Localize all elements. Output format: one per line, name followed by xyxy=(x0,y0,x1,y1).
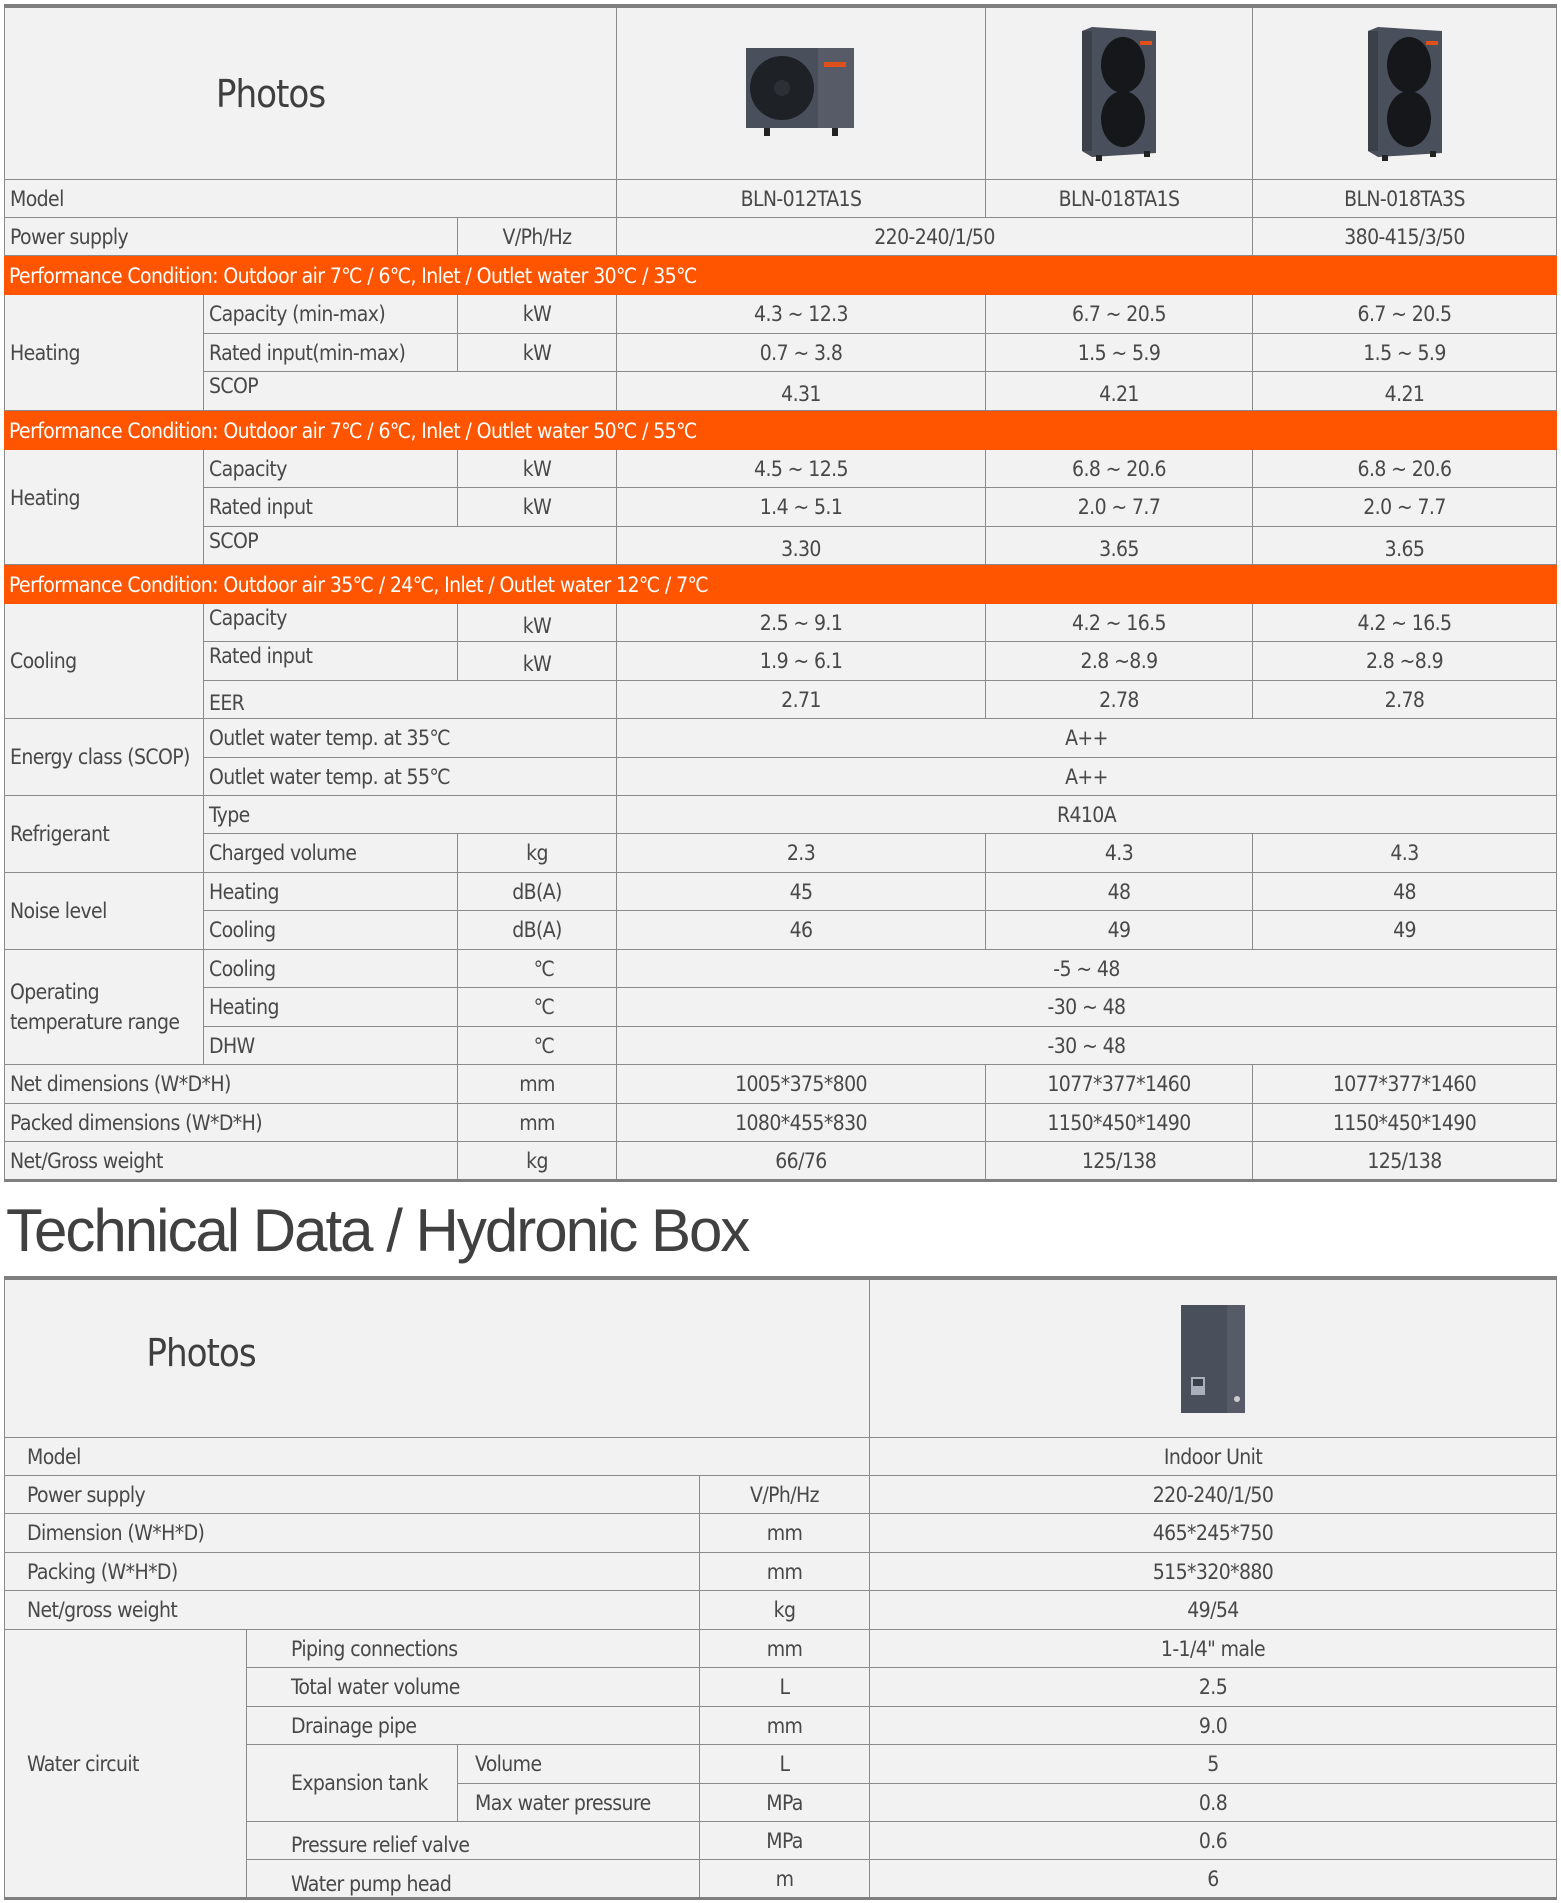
spec-value: 66/76 xyxy=(617,1142,986,1179)
operating-range-group-label xyxy=(4,950,204,1065)
spec-value: R410A xyxy=(617,796,1557,834)
spec-unit: MPa xyxy=(700,1784,870,1822)
spec-value: 48 xyxy=(1253,873,1557,911)
spec-value: 6.7 ~ 20.5 xyxy=(986,295,1253,334)
spec-label: Power supply xyxy=(4,1476,700,1514)
spec-value: 6 xyxy=(870,1860,1557,1897)
spec-value: 2.78 xyxy=(986,681,1253,719)
table-bottom-border xyxy=(4,1897,1557,1900)
spec-value: 45 xyxy=(617,873,986,911)
hydronic-spec-table xyxy=(4,1276,1557,1900)
spec-label: Type xyxy=(204,796,617,834)
spec-label: Dimension (W*H*D) xyxy=(4,1514,700,1553)
spec-value: 1.5 ~ 5.9 xyxy=(986,334,1253,372)
spec-label: Total water volume xyxy=(247,1668,700,1707)
spec-unit: dB(A) xyxy=(458,873,617,911)
spec-label: Rated input xyxy=(204,488,458,527)
spec-value: -30 ~ 48 xyxy=(617,1027,1557,1065)
spec-label: Volume xyxy=(458,1745,700,1784)
spec-label: Outlet water temp. at 35℃ xyxy=(204,719,617,758)
spec-unit: kg xyxy=(700,1591,870,1630)
spec-value: -5 ~ 48 xyxy=(617,950,1557,988)
spec-value: 2.5 ~ 9.1 xyxy=(617,604,986,642)
spec-label: Pressure relief valve xyxy=(247,1822,700,1860)
spec-label: Max water pressure xyxy=(458,1784,700,1822)
operating-label-line-1: Operating xyxy=(10,980,100,1004)
spec-value: 2.78 xyxy=(1253,681,1557,719)
spec-unit: kg xyxy=(458,834,617,873)
spec-label: Water pump head xyxy=(247,1860,700,1897)
photo-cell-model-1 xyxy=(617,8,986,180)
spec-value: 3.65 xyxy=(986,527,1253,565)
spec-value: 2.3 xyxy=(617,834,986,873)
spec-value: 1005*375*800 xyxy=(617,1065,986,1104)
model-name: BLN-018TA3S xyxy=(1253,180,1557,218)
spec-unit: ℃ xyxy=(458,1027,617,1065)
spec-value: 4.2 ~ 16.5 xyxy=(986,604,1253,642)
model-name: BLN-012TA1S xyxy=(617,180,986,218)
photo-cell-model-2 xyxy=(986,8,1253,180)
spec-unit: kW xyxy=(458,642,617,681)
spec-value: 465*245*750 xyxy=(870,1514,1557,1553)
spec-unit: mm xyxy=(700,1707,870,1745)
outdoor-unit-dual-fan-image xyxy=(1078,25,1160,163)
spec-label: Net/gross weight xyxy=(4,1591,700,1630)
spec-label: Net dimensions (W*D*H) xyxy=(4,1065,458,1104)
spec-label: Net/Gross weight xyxy=(4,1142,458,1179)
model-name: Indoor Unit xyxy=(870,1438,1557,1476)
spec-value: 2.8 ~8.9 xyxy=(1253,642,1557,681)
spec-value: 6.8 ~ 20.6 xyxy=(1253,450,1557,488)
spec-value: 4.5 ~ 12.5 xyxy=(617,450,986,488)
spec-value: 1150*450*1490 xyxy=(1253,1104,1557,1142)
performance-condition-banner: Performance Condition: Outdoor air 7℃ / 6℃, Inlet / Outlet water 30℃ / 35℃ xyxy=(4,256,1557,295)
spec-label: Cooling xyxy=(204,950,458,988)
spec-unit: mm xyxy=(700,1553,870,1591)
spec-label: Rated input(min-max) xyxy=(204,334,458,372)
spec-value: 2.0 ~ 7.7 xyxy=(986,488,1253,527)
spec-label: Heating xyxy=(204,873,458,911)
spec-value: 125/138 xyxy=(986,1142,1253,1179)
spec-label: Piping connections xyxy=(247,1630,700,1668)
spec-value: 4.3 xyxy=(986,834,1253,873)
spec-label: Packing (W*H*D) xyxy=(4,1553,700,1591)
photos-header-cell xyxy=(4,1280,870,1438)
spec-value: 0.8 xyxy=(870,1784,1557,1822)
spec-value: 5 xyxy=(870,1745,1557,1784)
performance-condition-banner: Performance Condition: Outdoor air 7℃ / 6℃, Inlet / Outlet water 50℃ / 55℃ xyxy=(4,411,1557,450)
spec-unit: kg xyxy=(458,1142,617,1179)
spec-unit: ℃ xyxy=(458,950,617,988)
table-bottom-border xyxy=(4,1179,1557,1182)
spec-value: 2.5 xyxy=(870,1668,1557,1707)
power-supply-label: Power supply xyxy=(4,218,458,256)
spec-value: 1.4 ~ 5.1 xyxy=(617,488,986,527)
spec-value: 1.5 ~ 5.9 xyxy=(1253,334,1557,372)
spec-value: 0.7 ~ 3.8 xyxy=(617,334,986,372)
spec-value: 515*320*880 xyxy=(870,1553,1557,1591)
cooling-group-label: Cooling xyxy=(4,604,204,719)
spec-value: 1077*377*1460 xyxy=(986,1065,1253,1104)
model-label: Model xyxy=(4,1438,870,1476)
spec-label: Cooling xyxy=(204,911,458,950)
spec-label: Drainage pipe xyxy=(247,1707,700,1745)
spec-value: 4.3 xyxy=(1253,834,1557,873)
spec-value: 2.0 ~ 7.7 xyxy=(1253,488,1557,527)
model-name: BLN-018TA1S xyxy=(986,180,1253,218)
spec-label: Heating xyxy=(204,988,458,1027)
photos-label: Photos xyxy=(215,71,326,116)
spec-value: 9.0 xyxy=(870,1707,1557,1745)
spec-unit: ℃ xyxy=(458,988,617,1027)
spec-value: 46 xyxy=(617,911,986,950)
photos-label: Photos xyxy=(146,1330,256,1375)
spec-label: DHW xyxy=(204,1027,458,1065)
spec-value: 49 xyxy=(1253,911,1557,950)
spec-value: -30 ~ 48 xyxy=(617,988,1557,1027)
spec-label: EER xyxy=(204,681,617,719)
spec-unit: V/Ph/Hz xyxy=(700,1476,870,1514)
spec-label: SCOP xyxy=(204,372,617,411)
photo-cell-model-3 xyxy=(1253,8,1557,180)
spec-unit: m xyxy=(700,1860,870,1897)
spec-unit: L xyxy=(700,1668,870,1707)
spec-unit: L xyxy=(700,1745,870,1784)
power-supply-value: 380-415/3/50 xyxy=(1253,218,1557,256)
spec-unit: kW xyxy=(458,334,617,372)
spec-value: 4.2 ~ 16.5 xyxy=(1253,604,1557,642)
power-supply-unit: V/Ph/Hz xyxy=(458,218,617,256)
photos-header-cell xyxy=(4,8,617,180)
heating-group-label: Heating xyxy=(4,450,204,565)
outdoor-unit-single-fan-image xyxy=(744,46,858,142)
power-supply-value: 220-240/1/50 xyxy=(617,218,1253,256)
photo-cell-indoor-unit xyxy=(870,1280,1557,1438)
spec-value: 2.8 ~8.9 xyxy=(986,642,1253,681)
outdoor-spec-table xyxy=(4,4,1557,1182)
spec-value: 4.31 xyxy=(617,372,986,411)
spec-value: 3.30 xyxy=(617,527,986,565)
spec-unit: kW xyxy=(458,488,617,527)
spec-label: Packed dimensions (W*D*H) xyxy=(4,1104,458,1142)
spec-label: Outlet water temp. at 55℃ xyxy=(204,758,617,796)
spec-label: Rated input xyxy=(204,642,458,681)
spec-label: Charged volume xyxy=(204,834,458,873)
spec-value: 1080*455*830 xyxy=(617,1104,986,1142)
spec-value: 0.6 xyxy=(870,1822,1557,1860)
spec-unit: mm xyxy=(700,1630,870,1668)
spec-value: 4.21 xyxy=(986,372,1253,411)
spec-unit: kW xyxy=(458,604,617,642)
spec-label: SCOP xyxy=(204,527,617,565)
spec-unit: mm xyxy=(458,1104,617,1142)
spec-value: 1150*450*1490 xyxy=(986,1104,1253,1142)
spec-value: 125/138 xyxy=(1253,1142,1557,1179)
spec-unit: MPa xyxy=(700,1822,870,1860)
spec-label: Capacity (min-max) xyxy=(204,295,458,334)
heating-group-label: Heating xyxy=(4,295,204,411)
spec-value: 49 xyxy=(986,911,1253,950)
spec-value: 4.3 ~ 12.3 xyxy=(617,295,986,334)
spec-value: 2.71 xyxy=(617,681,986,719)
spec-value: 6.7 ~ 20.5 xyxy=(1253,295,1557,334)
section-title: Technical Data / Hydronic Box xyxy=(6,1197,749,1264)
energy-class-group-label: Energy class (SCOP) xyxy=(4,719,204,796)
spec-value: 49/54 xyxy=(870,1591,1557,1630)
spec-value: 3.65 xyxy=(1253,527,1557,565)
spec-value: 48 xyxy=(986,873,1253,911)
spec-value: 1.9 ~ 6.1 xyxy=(617,642,986,681)
expansion-tank-label: Expansion tank xyxy=(247,1745,458,1822)
spec-label: Capacity xyxy=(204,604,458,642)
water-circuit-group-label: Water circuit xyxy=(4,1630,247,1897)
spec-unit: mm xyxy=(458,1065,617,1104)
spec-unit: mm xyxy=(700,1514,870,1553)
spec-unit: kW xyxy=(458,295,617,334)
spec-value: A++ xyxy=(617,758,1557,796)
operating-label-line-2: temperature range xyxy=(10,1010,180,1034)
spec-value: 220-240/1/50 xyxy=(870,1476,1557,1514)
spec-unit: dB(A) xyxy=(458,911,617,950)
spec-value: 6.8 ~ 20.6 xyxy=(986,450,1253,488)
spec-value: 4.21 xyxy=(1253,372,1557,411)
outdoor-unit-dual-fan-image xyxy=(1364,25,1446,163)
noise-level-group-label: Noise level xyxy=(4,873,204,950)
refrigerant-group-label: Refrigerant xyxy=(4,796,204,873)
performance-condition-banner: Performance Condition: Outdoor air 35℃ / 24℃, Inlet / Outlet water 12℃ / 7℃ xyxy=(4,565,1557,604)
spec-unit: kW xyxy=(458,450,617,488)
spec-value: 1-1/4" male xyxy=(870,1630,1557,1668)
model-label: Model xyxy=(4,180,617,218)
spec-value: 1077*377*1460 xyxy=(1253,1065,1557,1104)
spec-label: Capacity xyxy=(204,450,458,488)
spec-value: A++ xyxy=(617,719,1557,758)
indoor-unit-image xyxy=(1177,1301,1249,1417)
